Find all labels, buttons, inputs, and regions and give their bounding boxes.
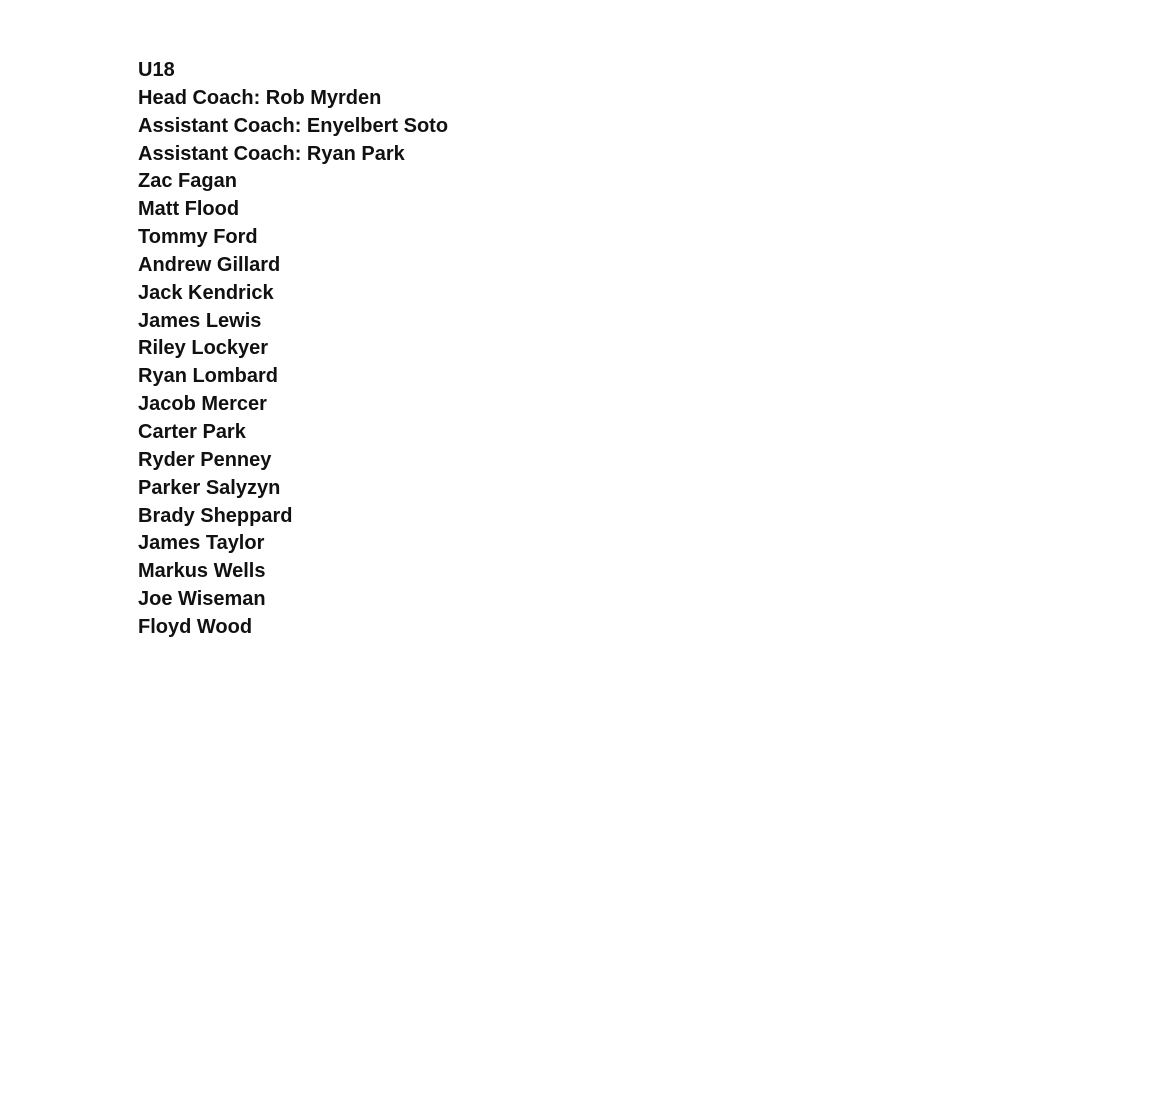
player-name: Parker Salyzyn xyxy=(138,476,281,499)
player-name: Riley Lockyer xyxy=(138,337,269,360)
player-name: Zac Fagan xyxy=(138,170,237,193)
assistant-coach: Assistant Coach: Ryan Park xyxy=(138,142,405,165)
player-name: Markus Wells xyxy=(138,560,266,583)
player-name: Ryder Penney xyxy=(138,448,272,471)
player-name: Ryan Lombard xyxy=(138,365,279,388)
player-name: Tommy Ford xyxy=(138,226,258,249)
player-name: Jacob Mercer xyxy=(138,393,267,416)
player-name: James Taylor xyxy=(138,532,265,555)
player-name: Andrew Gillard xyxy=(138,253,281,276)
player-name: James Lewis xyxy=(138,309,262,332)
player-name: Matt Flood xyxy=(138,198,240,221)
player-name: Jack Kendrick xyxy=(138,281,274,304)
player-name: Joe Wiseman xyxy=(138,588,266,611)
player-name: Floyd Wood xyxy=(138,615,253,638)
head-coach: Head Coach: Rob Myrden xyxy=(138,86,382,109)
player-name: Brady Sheppard xyxy=(138,504,293,527)
assistant-coach: Assistant Coach: Enyelbert Soto xyxy=(138,114,449,137)
team-roster xyxy=(138,57,448,642)
player-name: Carter Park xyxy=(138,420,246,443)
team-name: U18 xyxy=(138,59,175,81)
